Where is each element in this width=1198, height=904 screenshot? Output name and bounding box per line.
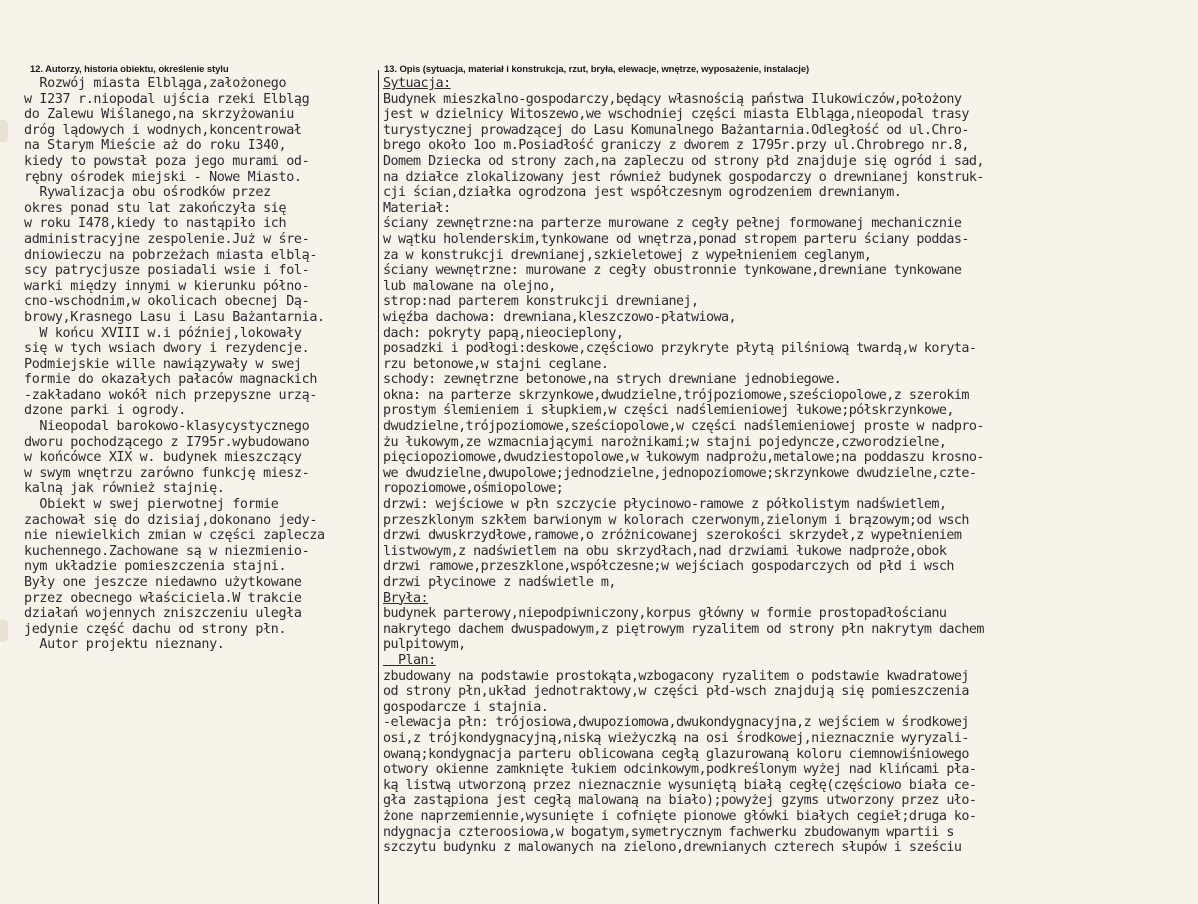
description-text-line: brego około 1oo m.Posiadłość graniczy z dworem z 1795r.przy ul.Chrobrego nr.8, (383, 138, 969, 154)
history-text-line: Rywalizacja obu ośrodków przez (24, 185, 271, 201)
description-text-line: ndygnacja czteroosiowa,w bogatym,symetrycznym fachwerku zbudowanym wpartii s (383, 824, 954, 840)
punch-hole-mark (0, 620, 8, 642)
description-text-line: jest w dzielnicy Witoszewo,we wschodniej części miasta Elbląga,nieopodal trasy (383, 107, 969, 123)
history-text-line: kuchennego.Zachowane są w niezmienio- (24, 543, 310, 559)
history-text-line: W końcu XVIII w.i później,lokowały (24, 325, 302, 341)
description-text-line: ściany zewnętrzne:na parterze murowane z cegły pełnej formowanej mechanicznie (383, 216, 962, 232)
history-text-line: Były one jeszcze niedawno użytkowane (24, 575, 302, 590)
history-text-line: dróg lądowych i wodnych,koncentrował (24, 122, 302, 138)
description-text-line: dwudzielne,trójpoziomowe,sześciopolowe,w części nadślemieniowej proste w nadpro- (383, 419, 984, 435)
history-text-line: na Starym Mieście aż do roku I340, (24, 138, 287, 154)
description-text-line: więźba dachowa: drewniana,kleszczowo-płatwiowa, (383, 309, 737, 325)
description-text-line: Materiał: (383, 200, 451, 216)
description-text-line: we dwudzielne,dwupolowe;jednodzielne,jednopoziomowe;skrzynkowe dwudzielne,czte- (383, 465, 977, 481)
subsection-label: Sytuacja: (383, 76, 451, 91)
history-text-line: formie do okazałych pałaców magnackich (24, 372, 318, 388)
description-text-line: za w konstrukcji drewnianej,szkieletowej z wypełnieniem ceglanym, (383, 247, 872, 263)
description-column (383, 76, 1195, 856)
history-text-line: dniowieczu na pobrzeżach miasta elblą- (24, 247, 318, 263)
description-text-line: otwory okienne zamknięte łukiem odcinkowym,podkreślonym wyżej nad klińcami pła- (383, 762, 977, 778)
description-text-line: żu łukowym,ze wzmacniającymi narożnikami;w stajni pojedyncze,czworodzielne, (383, 434, 947, 450)
history-text-line: scy patrycjusze posiadali wsie i fol- (24, 263, 310, 279)
history-text-line: zachował się do dzisiaj,dokonano jedy- (24, 512, 318, 528)
description-text-line: dach: pokryty papą,nieocieplony, (383, 325, 624, 341)
description-text-line: listwowym,z nadświetlem na obu skrzydłach,nad drzwiami łukowe nadproże,obok (383, 543, 947, 559)
description-text-line: turystycznej prowadzącej do Lasu Komunalnego Bażantarnia.Odległość od ul.Chro- (383, 122, 969, 138)
description-text-line: posadzki i podłogi:deskowe,częściowo przykryte płytą pilśniową twardą,w koryta- (383, 341, 977, 357)
history-text-line: jedynie część dachu od strony płn. (24, 621, 287, 637)
description-text-line: osi,z trójkondygnacyjną,niską wieżyczką na osi środkowej,nieznacznie wyryzali- (383, 730, 969, 746)
history-text-line: przez obecnego właściciela.W trakcie (24, 590, 302, 606)
history-text-line: warki między innymi w kierunku półno- (24, 278, 310, 294)
description-text-line: lub malowane na olejno, (383, 278, 556, 294)
section-12-heading: 12. Autorzy, historia obiektu, określenie stylu (30, 64, 229, 75)
history-text-line: w I237 r.niopodal ujścia rzeki Elbląg (24, 91, 310, 107)
description-text-line: prostym ślemieniem i słupkiem,w części nadślemieniowej łukowe;półskrzynkowe, (383, 403, 954, 419)
description-text-line: od strony płn,układ jednotraktowy,w części płd-wsch znajdują się pomieszczenia (383, 684, 969, 700)
description-text-line: rzu betonowe,w stajni ceglane. (383, 356, 609, 372)
history-text-line: browy,Krasnego Lasu i Lasu Bażantarnia. (24, 309, 325, 325)
column-divider (378, 70, 379, 904)
description-text-line: szczytu budynku z malowanych na zielono,drewnianych czterech słupów i sześciu (383, 840, 962, 856)
history-text-line: Nieopodal barokowo-klasycystycznego (24, 419, 310, 435)
history-text-line: do Zalewu Wiślanego,na skrzyżowaniu (24, 107, 294, 123)
history-text-line: Rozwój miasta Elbląga,założonego (24, 76, 287, 91)
history-text-line: administracyjne zespolenie.Już w śre- (24, 231, 310, 247)
description-text-line: pulpitowym, (383, 637, 466, 653)
description-text-line: drzwi: wejściowe w płn szczycie płycinowo-ramowe z półkolistym nadświetlem, (383, 497, 947, 513)
history-text-line: Autor projektu nieznany. (24, 637, 225, 653)
history-text-line: nie niewielkich zmian w części zaplecza (24, 528, 325, 544)
section-13-heading: 13. Opis (sytuacja, materiał i konstrukcja, rzut, bryła, elewacje, wnętrze, wyposażenie, instalacje) (384, 64, 810, 75)
history-text-line: się w tych wsiach dwory i rezydencje. (24, 341, 310, 357)
description-text-line: drzwi płycinowe z nadświetle m, (383, 575, 616, 590)
description-text-line: Budynek mieszkalno-gospodarczy,będący własnością państwa Ilukowiczów,położony (383, 91, 962, 107)
description-text-line: nakrytego dachem dwuspadowym,z piętrowym ryzalitem od strony płn nakrytym dachem (383, 621, 984, 637)
punch-hole-mark (0, 120, 8, 142)
description-text-line: strop:nad parterem konstrukcji drewnianej, (383, 294, 699, 310)
history-text-line: okres ponad stu lat zakończyła się (24, 200, 287, 216)
subsection-label: Plan: (383, 652, 436, 668)
history-text-line: Podmiejskie wille nawiązywały w swej (24, 356, 302, 372)
description-text-line: owaną;kondygnacja parteru oblicowana cegłą glazurowaną koloru ciemnowiśniowego (383, 746, 969, 762)
subsection-label: Bryła: (383, 590, 429, 606)
description-text-line: schody: zewnętrzne betonowe,na strych drewniane jednobiegowe. (383, 372, 842, 388)
history-text-line: dzone parki i ogrody. (24, 403, 186, 419)
description-text-line: pięciopoziomowe,dwudziestopolowe,w łukowym nadprożu,metalowe;na poddaszu krosno- (383, 450, 984, 466)
description-text-line: gospodarcze i stajnia. (383, 699, 549, 715)
history-text-line: kalną jak również stajnię. (24, 481, 225, 497)
history-text-line: rębny ośrodek miejski - Nowe Miasto. (24, 169, 302, 185)
description-text-line: budynek parterowy,niepodpiwniczony,korpus główny w formie prostopadłościanu (383, 606, 947, 622)
description-text-line: na działce zlokalizowany jest również budynek gospodarczy o drewnianej konstruk- (383, 169, 984, 185)
history-text-line: w swym wnętrzu zarówno funkcję miesz- (24, 465, 310, 481)
history-text-line: działań wojennych zniszczeniu uległa (24, 606, 302, 622)
description-text-line: Domem Dziecka od strony zach,na zapleczu od strony płd znajduje się ogród i sad, (383, 153, 984, 169)
description-text-line: drzwi dwuskrzydłowe,ramowe,o zróżnicowanej szerokości skrzydeł,z wypełnieniem (383, 528, 962, 544)
history-text-line: dworu pochodzącego z I795r.wybudowano (24, 434, 310, 450)
description-text-line: w wątku holenderskim,tynkowane od wnętrza,ponad stropem parteru ściany poddas- (383, 231, 969, 247)
history-text-line: w końcówce XIX w. budynek mieszczący (24, 450, 302, 466)
history-column (24, 76, 376, 653)
description-text-line: okna: na parterze skrzynkowe,dwudzielne,trójpoziomowe,sześciopolowe,z szerokim (383, 387, 969, 403)
description-text-line: drzwi ramowe,przeszklone,współczesne;w wejściach gospodarczych od płd i wsch (383, 559, 954, 575)
description-text-line: ką listwą utworzoną przez nieznacznie wysuniętą białą cegłę(częściowo biała ce- (383, 777, 977, 793)
history-text-line: w roku I478,kiedy to nastąpiło ich (24, 216, 287, 232)
history-text-line: nym układzie pomieszczenia stajni. (24, 559, 287, 575)
description-text-line: zbudowany na podstawie prostokąta,wzbogacony ryzalitem o podstawie kwadratowej (383, 668, 969, 684)
description-text-line: gła zastąpiona jest cegłą malowaną na biało);powyżej gzyms utworzony przez uło- (383, 793, 977, 809)
history-text-line: kiedy to powstał poza jego murami od- (24, 153, 310, 169)
description-text-line: przeszklonym szkłem barwionym w kolorach czerwonym,zielonym i brązowym;od wsch (383, 512, 969, 528)
history-text-line: cno-wschodnim,w okolicach obecnej Dą- (24, 294, 310, 310)
history-text-line: -zakładano wokół nich przepyszne urzą- (24, 387, 318, 403)
description-text-line: -elewacja płn: trójosiowa,dwupoziomowa,dwukondygnacyjna,z wejściem w środkowej (383, 715, 969, 731)
description-text-line: cji ścian,działka ogrodzona jest współczesnym ogrodzeniem drewnianym. (383, 185, 902, 201)
description-text-line: ściany wewnętrzne: murowane z cegły obustronnie tynkowane,drewniane tynkowane (383, 263, 962, 279)
history-text-line: Obiekt w swej pierwotnej formie (24, 497, 279, 513)
description-text-line: żone naprzemiennie,wysunięte i cofnięte pionowe główki białych cegieł;druga ko- (383, 808, 977, 824)
description-text-line: ropoziomowe,ośmiopolowe; (383, 481, 564, 497)
